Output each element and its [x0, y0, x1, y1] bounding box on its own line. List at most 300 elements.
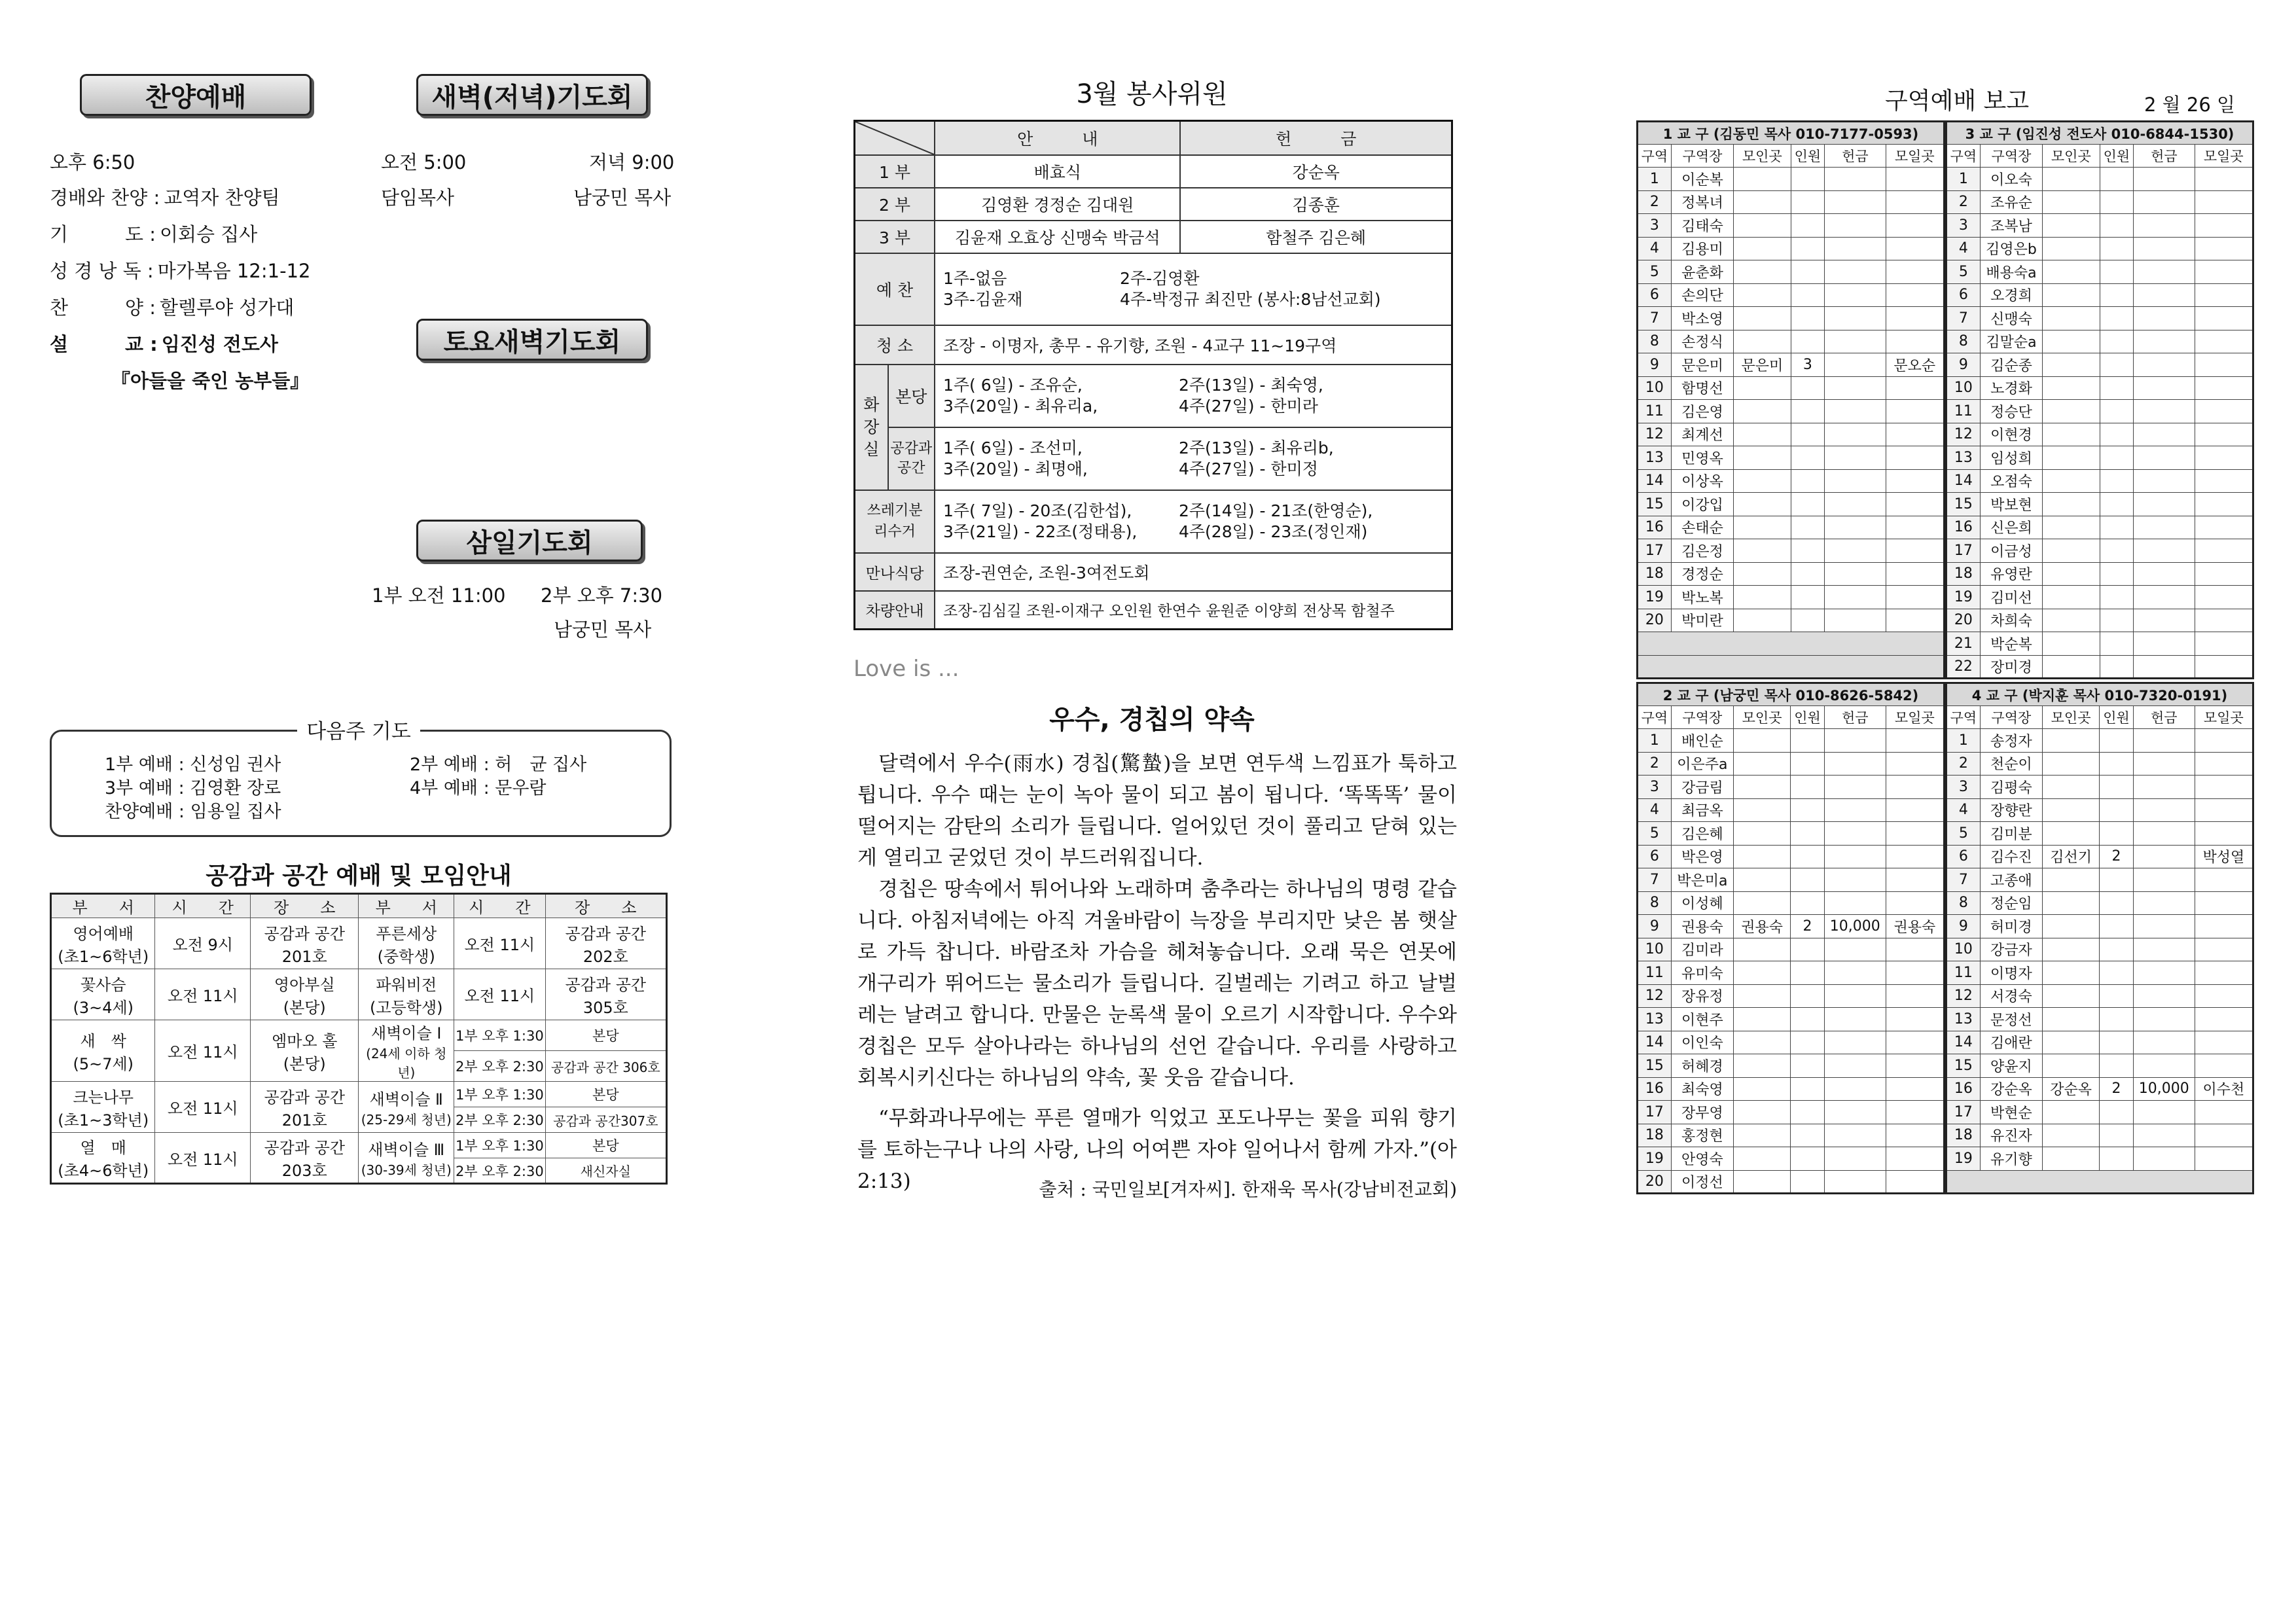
district-cell — [1824, 938, 1886, 961]
district-cell — [1886, 1170, 1944, 1194]
district-cell: 20 — [1638, 609, 1672, 632]
district-cell — [1791, 237, 1825, 260]
empty-cell — [1638, 655, 1945, 679]
empty-cell — [1946, 1170, 2253, 1194]
gathering-cell — [251, 918, 359, 969]
district-cell — [2195, 562, 2253, 586]
table-row — [1638, 260, 1945, 284]
district-cell: 10,000 — [1824, 915, 1886, 938]
district-cell: 8 — [1946, 330, 1981, 353]
district-cell — [1824, 1124, 1886, 1147]
district-col-header: 모인곳 — [1734, 145, 1791, 168]
district-cell — [2043, 609, 2100, 632]
district-cell: 4 — [1638, 798, 1672, 822]
district-cell — [1824, 984, 1886, 1008]
district-cell — [2133, 915, 2195, 938]
district-cell — [1791, 562, 1825, 586]
restroom-space-w3: 3주(20일) - 최명애, — [943, 459, 1088, 478]
district-cell: 2 — [1638, 190, 1672, 214]
table-row — [1946, 915, 2253, 938]
gathering-cell-line: 오전 11시 — [464, 936, 535, 954]
district-cell: 김애란 — [1980, 1031, 2042, 1054]
gathering-cell — [454, 1020, 546, 1051]
table-row — [1638, 1077, 1945, 1101]
district-cell — [2042, 868, 2099, 892]
gathering-cell-line: 크는나무 — [73, 1088, 134, 1107]
district-cell — [2100, 984, 2134, 1008]
district-cell: 16 — [1638, 516, 1672, 539]
district-cell — [2100, 330, 2134, 353]
district-cell: 2 — [2100, 1077, 2134, 1101]
district-cell: 최숙영 — [1671, 1077, 1733, 1101]
vol-row-label: 1 부 — [855, 155, 935, 188]
district-cell — [2042, 984, 2099, 1008]
praise-w2: 2주-김영환 — [1120, 269, 1200, 288]
district-cell: 15 — [1638, 493, 1672, 516]
district-cell: 강순옥 — [2042, 1077, 2099, 1101]
district-cell — [2133, 868, 2195, 892]
dawn-prayer-heading: 새벽(저녁)기도회 — [416, 74, 648, 116]
district-cell: 7 — [1946, 868, 1981, 892]
district-cell: 11 — [1638, 400, 1672, 423]
district-cell — [2042, 1008, 2099, 1031]
table-row — [1638, 1147, 1945, 1171]
district-cell — [1791, 868, 1825, 892]
district-cell — [1791, 168, 1825, 191]
district-cell — [2195, 493, 2253, 516]
restroom-space-w1: 1주( 6일) - 조선미, — [943, 438, 1083, 457]
district-cell — [2043, 539, 2100, 563]
district-cell: 12 — [1946, 423, 1981, 446]
district-cell: 박미란 — [1671, 609, 1733, 632]
district-cell — [1734, 283, 1791, 307]
district-cell — [2042, 1031, 2099, 1054]
district-cell — [1886, 752, 1944, 776]
gathering-cell-line: (30-39세 청년) — [361, 1162, 452, 1178]
district-cell — [1791, 1124, 1825, 1147]
district-cell — [1791, 493, 1825, 516]
district-cell: 10,000 — [2133, 1077, 2195, 1101]
district-cell — [1886, 1147, 1944, 1171]
table-row — [1638, 376, 1945, 400]
district-cell: 배인순 — [1671, 729, 1733, 753]
table-row — [1946, 961, 2253, 985]
district-cell: 김태숙 — [1671, 214, 1733, 238]
district-col-header: 구역장 — [1980, 706, 2042, 729]
district-cell — [1791, 1147, 1825, 1171]
district-cell — [1791, 469, 1825, 493]
district-cell: 7 — [1638, 307, 1672, 330]
district-cell — [1825, 353, 1886, 377]
district-cell: 7 — [1946, 307, 1981, 330]
restroom-main-w1: 1주( 6일) - 조유순, — [943, 376, 1083, 395]
gathering-cell-line: 305호 — [583, 998, 628, 1017]
district-cell: 송정자 — [1980, 729, 2042, 753]
district-cell — [2195, 400, 2253, 423]
table-row — [1946, 729, 2253, 753]
district-cell — [2195, 776, 2253, 799]
district-cell: 김은영 — [1671, 400, 1733, 423]
district-cell — [2100, 586, 2134, 609]
district-cell — [2100, 868, 2134, 892]
trash-row-schedule — [935, 490, 1452, 553]
table-row — [1946, 891, 2253, 915]
district-cell — [1825, 214, 1886, 238]
district-cell — [2195, 539, 2253, 563]
restroom-main-schedule — [935, 365, 1452, 427]
trash-w4: 4주(28일) - 23조(정인재) — [1179, 522, 1368, 541]
district-cell — [2100, 214, 2134, 238]
district-cell — [2100, 961, 2134, 985]
district-cell — [2100, 798, 2134, 822]
district-cell — [1825, 237, 1886, 260]
district-cell — [1886, 283, 1944, 307]
praise-service-heading: 찬양예배 — [80, 74, 312, 116]
district-cell — [2195, 353, 2253, 377]
district-cell — [2100, 776, 2134, 799]
district-cell — [2100, 190, 2134, 214]
gathering-cell-line: 201호 — [281, 1111, 327, 1130]
district-cell — [2133, 822, 2195, 846]
district-cell — [2195, 868, 2253, 892]
district-cell: 함명선 — [1671, 376, 1733, 400]
district-cell — [1824, 1147, 1886, 1171]
district-cell — [2043, 423, 2100, 446]
gathering-cell-line: 꽃사슴 — [80, 975, 126, 994]
district-cell — [2042, 776, 2099, 799]
district-cell — [2042, 961, 2099, 985]
district-cell: 박노복 — [1671, 586, 1733, 609]
district-cell: 문오순 — [1886, 353, 1944, 377]
dawn-leader-1: 담임목사 — [381, 187, 455, 209]
district-cell: 최계선 — [1671, 423, 1733, 446]
table-row — [1946, 655, 2253, 679]
gathering-cell-line: (초1~6학년) — [58, 947, 149, 966]
district-cell: 신은희 — [1980, 516, 2042, 539]
district-cell — [1733, 1008, 1790, 1031]
gathering-cell-line: 새벽이슬 Ⅲ — [368, 1141, 445, 1159]
district-cell: 1 — [1638, 168, 1672, 191]
district-cell — [2134, 400, 2195, 423]
district-cell — [2042, 1147, 2099, 1171]
table-row — [1946, 353, 2253, 377]
gathering-cell-line: 202호 — [583, 947, 628, 966]
district-cell — [2042, 891, 2099, 915]
next-prayer-title: 다음주 기도 — [297, 720, 420, 743]
district-cell — [1791, 776, 1825, 799]
district-cell — [2043, 562, 2100, 586]
district-cell — [1791, 516, 1825, 539]
district-cell — [1886, 423, 1944, 446]
gathering-cell — [545, 1158, 666, 1184]
district-cell: 정순임 — [1980, 891, 2042, 915]
love-is-label: Love is ... — [853, 656, 960, 682]
district-cell — [2134, 376, 2195, 400]
district-cell: 신맹숙 — [1980, 307, 2042, 330]
gathering-cell-line: 영아부실 — [274, 975, 335, 994]
table-row — [1638, 516, 1945, 539]
gathering-cell-line: (초4~6학년) — [58, 1162, 149, 1180]
district-cell — [1791, 400, 1825, 423]
table-row — [1946, 260, 2253, 284]
district-cell — [1733, 822, 1790, 846]
gathering-cell-line: 203호 — [281, 1162, 327, 1180]
table-row — [1638, 1124, 1945, 1147]
district-cell: 18 — [1638, 1124, 1672, 1147]
dawn-leader-2: 남궁민 목사 — [573, 187, 672, 209]
district-cell — [1886, 868, 1944, 892]
table-row — [1638, 868, 1945, 892]
district-cell: 6 — [1638, 845, 1672, 868]
district-cell: 이금성 — [1980, 539, 2042, 563]
district-col-header: 구역장 — [1980, 145, 2042, 168]
district-cell: 6 — [1946, 283, 1981, 307]
district-cell — [2134, 632, 2195, 656]
district-cell: 박소영 — [1671, 307, 1733, 330]
district-cell — [1886, 729, 1944, 753]
gathering-cell — [155, 1082, 251, 1133]
district-4-table — [1945, 682, 2254, 1194]
district-cell — [2100, 237, 2134, 260]
district-cell — [1886, 214, 1944, 238]
table-row — [1638, 938, 1945, 961]
district-cell — [2100, 1101, 2134, 1124]
district-cell — [1824, 1170, 1886, 1194]
restroom-space-schedule — [935, 427, 1452, 490]
district-cell — [2043, 632, 2100, 656]
gathering-cell-line: 공감과 공간307호 — [553, 1113, 658, 1129]
gathering-cell — [545, 1051, 666, 1082]
district-cell — [1791, 307, 1825, 330]
gathering-cell — [545, 1082, 666, 1107]
district-cell: 김평숙 — [1980, 776, 2042, 799]
district-col-header: 헌금 — [1825, 145, 1886, 168]
gathering-cell-line: 오전 9시 — [172, 936, 233, 954]
praise-order-value: 할렐루야 성가대 — [160, 296, 295, 319]
gathering-cell-line: 공감과 공간 — [565, 924, 647, 943]
district-col-header: 헌금 — [1824, 706, 1886, 729]
district-cell — [2134, 516, 2195, 539]
district-cell — [1734, 516, 1791, 539]
district-cell — [1886, 586, 1944, 609]
district-cell: 10 — [1946, 376, 1981, 400]
district-cell — [2195, 168, 2253, 191]
district-cell: 장향란 — [1980, 798, 2042, 822]
table-row — [1946, 562, 2253, 586]
restroom-space-label: 공감과공간 — [888, 427, 935, 490]
district-col-header: 모일곳 — [2195, 706, 2253, 729]
district-cell — [1886, 961, 1944, 985]
district-cell — [2043, 237, 2100, 260]
district-cell — [1886, 376, 1944, 400]
district-cell: 20 — [1638, 1170, 1672, 1194]
gathering-cell-line: 2부 오후 2:30 — [455, 1163, 544, 1179]
district-cell — [1886, 168, 1944, 191]
gathering-cell-line: 오전 11시 — [167, 1099, 238, 1118]
district-cell — [2042, 822, 2099, 846]
empty-row — [1638, 632, 1945, 656]
gathering-header-cell: 시 간 — [454, 894, 546, 918]
district-cell — [1886, 493, 1944, 516]
wed-time-1: 1부 오전 11:00 — [372, 584, 506, 607]
district-cell: 6 — [1638, 283, 1672, 307]
district-cell — [1825, 586, 1886, 609]
district-cell — [1825, 446, 1886, 470]
table-row — [1638, 307, 1945, 330]
essay-paragraph-2: 경칩은 땅속에서 튀어나와 노래하며 춤추라는 하나님의 명령 같습니다. 아침저녁에는 아직 겨울바람이 늑장을 부리지만 낮은 봄 햇살로 가득 찹니다. 바람조차 가슴을 헤쳐놓습니다. 오래 묵은 연못에 개구리가 뛰어드는 물소리가 들립니다. 길벌레는 기려고 하고 날벌레는 날려고 합니다. 만물은 눈록색 물이 오르기 시작합니다. 우수와 경칩은 모두 살아나라는 하나님의 선언 같습니다. 우리를 사랑하고 회복시키신다는 하나님의 약속, 꽃 웃음 같습니다. — [857, 878, 1457, 1090]
essay-paragraph-1: 달력에서 우수(雨水) 경칩(驚蟄)을 보면 연두색 느낌표가 툭하고 튑니다. 우수 때는 눈이 녹아 물이 되고 봄이 됩니다. ‘똑똑똑’ 물이 떨어지는 감탄의 소리가 들립니다. 얼어있던 것이 풀리고 닫혀 있는 게 열리고 굳었던 것이 부드러워집니다. — [857, 752, 1457, 870]
district-cell — [1825, 283, 1886, 307]
district-cell — [1886, 1124, 1944, 1147]
district-cell: 14 — [1946, 1031, 1981, 1054]
district-cell — [1886, 822, 1944, 846]
vol-offering: 강순옥 — [1180, 155, 1452, 188]
gathering-header-cell: 장 소 — [545, 894, 666, 918]
district-cell: 임성희 — [1980, 446, 2042, 470]
district-cell — [1825, 376, 1886, 400]
district-cell — [1886, 469, 1944, 493]
district-cell: 18 — [1946, 1124, 1981, 1147]
district-cell — [1791, 845, 1825, 868]
district-title: 4 교 구 (박지훈 목사 010-7320-0191) — [1946, 683, 2253, 706]
district-cell: 양윤지 — [1980, 1054, 2042, 1078]
district-cell — [1791, 283, 1825, 307]
district-cell: 1 — [1946, 729, 1981, 753]
district-cell — [1824, 1008, 1886, 1031]
gathering-cell-line: (초1~3학년) — [58, 1111, 149, 1130]
district-cell: 홍정현 — [1671, 1124, 1733, 1147]
district-cell: 오점숙 — [1980, 469, 2042, 493]
wed-time-2: 2부 오후 7:30 — [541, 584, 663, 607]
district-cell — [1824, 845, 1886, 868]
district-cell — [1824, 798, 1886, 822]
district-cell — [2195, 307, 2253, 330]
table-row — [1946, 283, 2253, 307]
gathering-cell-line: 열 매 — [80, 1139, 126, 1157]
district-cell: 노경화 — [1980, 376, 2042, 400]
restroom-main-label: 본당 — [888, 365, 935, 427]
prayer-item-5: 찬양예배 : 임용일 집사 — [105, 802, 281, 822]
district-cell: 2 — [1791, 915, 1825, 938]
district-cell — [1733, 752, 1790, 776]
praise-row-schedule — [935, 253, 1452, 325]
district-cell — [1825, 562, 1886, 586]
table-row — [1638, 353, 1945, 377]
district-cell: 차희숙 — [1980, 609, 2042, 632]
table-row — [1638, 915, 1945, 938]
table-row — [1946, 632, 2253, 656]
district-cell — [2133, 938, 2195, 961]
district-cell — [1734, 446, 1791, 470]
district-cell: 권용숙 — [1671, 915, 1733, 938]
district-col-header: 헌금 — [2134, 145, 2195, 168]
district-cell — [2195, 586, 2253, 609]
district-col-header: 모일곳 — [1886, 145, 1944, 168]
district-cell — [1886, 1008, 1944, 1031]
district-cell: 1 — [1638, 729, 1672, 753]
district-cell: 16 — [1946, 516, 1981, 539]
district-cell — [1886, 1031, 1944, 1054]
gathering-cell — [251, 1082, 359, 1133]
praise-order-label: 성 경 낭 독 : — [50, 260, 154, 282]
district-cell — [1824, 891, 1886, 915]
district-title-row — [1946, 122, 2253, 145]
district-cell — [1886, 190, 1944, 214]
district-cell — [1733, 845, 1790, 868]
gathering-cell-line: (5~7세) — [73, 1054, 134, 1073]
district-cell — [1733, 868, 1790, 892]
praise-time: 오후 6:50 — [50, 151, 135, 173]
district-cell — [2043, 446, 2100, 470]
district-cell — [2100, 260, 2134, 284]
praise-w1: 1주-없음 — [943, 269, 1007, 288]
table-row — [1638, 1008, 1945, 1031]
district-cell — [1886, 776, 1944, 799]
table-row — [1638, 586, 1945, 609]
cafe-row-label: 만나식당 — [855, 553, 935, 591]
table-row — [1638, 798, 1945, 822]
district-cell — [2133, 776, 2195, 799]
district-cell: 조복남 — [1980, 214, 2042, 238]
district-cell — [1734, 562, 1791, 586]
district-cell: 정승단 — [1980, 400, 2042, 423]
district-cell: 13 — [1638, 446, 1672, 470]
district-cell — [2195, 469, 2253, 493]
district-cell — [2042, 1054, 2099, 1078]
district-cell: 이오숙 — [1980, 168, 2042, 191]
district-cell: 서경숙 — [1980, 984, 2042, 1008]
sermon-title: 『아들을 죽인 농부들』 — [111, 370, 310, 392]
district-cell: 민영옥 — [1671, 446, 1733, 470]
gathering-cell — [545, 1133, 666, 1158]
district-cell: 3 — [1946, 776, 1981, 799]
district-cell — [1734, 190, 1791, 214]
district-col-header: 인원 — [2100, 706, 2134, 729]
district-col-header: 모일곳 — [1886, 706, 1944, 729]
table-row — [1946, 868, 2253, 892]
district-cell — [1825, 307, 1886, 330]
district-cell — [1791, 539, 1825, 563]
district-cell — [2134, 307, 2195, 330]
district-cell: 김은혜 — [1671, 822, 1733, 846]
district-cell — [2195, 423, 2253, 446]
gathering-cell — [359, 1020, 454, 1082]
table-row — [1638, 562, 1945, 586]
praise-order-row — [50, 293, 294, 320]
praise-order-row — [50, 257, 310, 283]
district-cell — [2134, 446, 2195, 470]
district-cell: 박성열 — [2195, 845, 2253, 868]
gathering-cell-line: 본당 — [592, 1138, 619, 1154]
district-cell — [2195, 1101, 2253, 1124]
district-cell: 14 — [1638, 469, 1672, 493]
gathering-cell-line: 1부 오후 1:30 — [455, 1028, 544, 1044]
district-cell — [2133, 961, 2195, 985]
district-cell — [1733, 1170, 1790, 1194]
gathering-header-row — [51, 894, 667, 918]
district-cell — [2100, 655, 2134, 679]
district-cell — [2042, 1101, 2099, 1124]
clean-row-label: 청 소 — [855, 325, 935, 365]
trash-w2: 2주(14일) - 21조(한영순), — [1179, 501, 1373, 520]
district-col-header: 인원 — [1791, 145, 1825, 168]
district-cell: 경정순 — [1671, 562, 1733, 586]
district-cell: 9 — [1946, 915, 1981, 938]
gathering-cell-line: (본당) — [283, 1054, 326, 1073]
district-cell — [1825, 493, 1886, 516]
district-cell: 이상옥 — [1671, 469, 1733, 493]
restroom-space-w4: 4주(27일) - 한미정 — [1179, 459, 1318, 478]
